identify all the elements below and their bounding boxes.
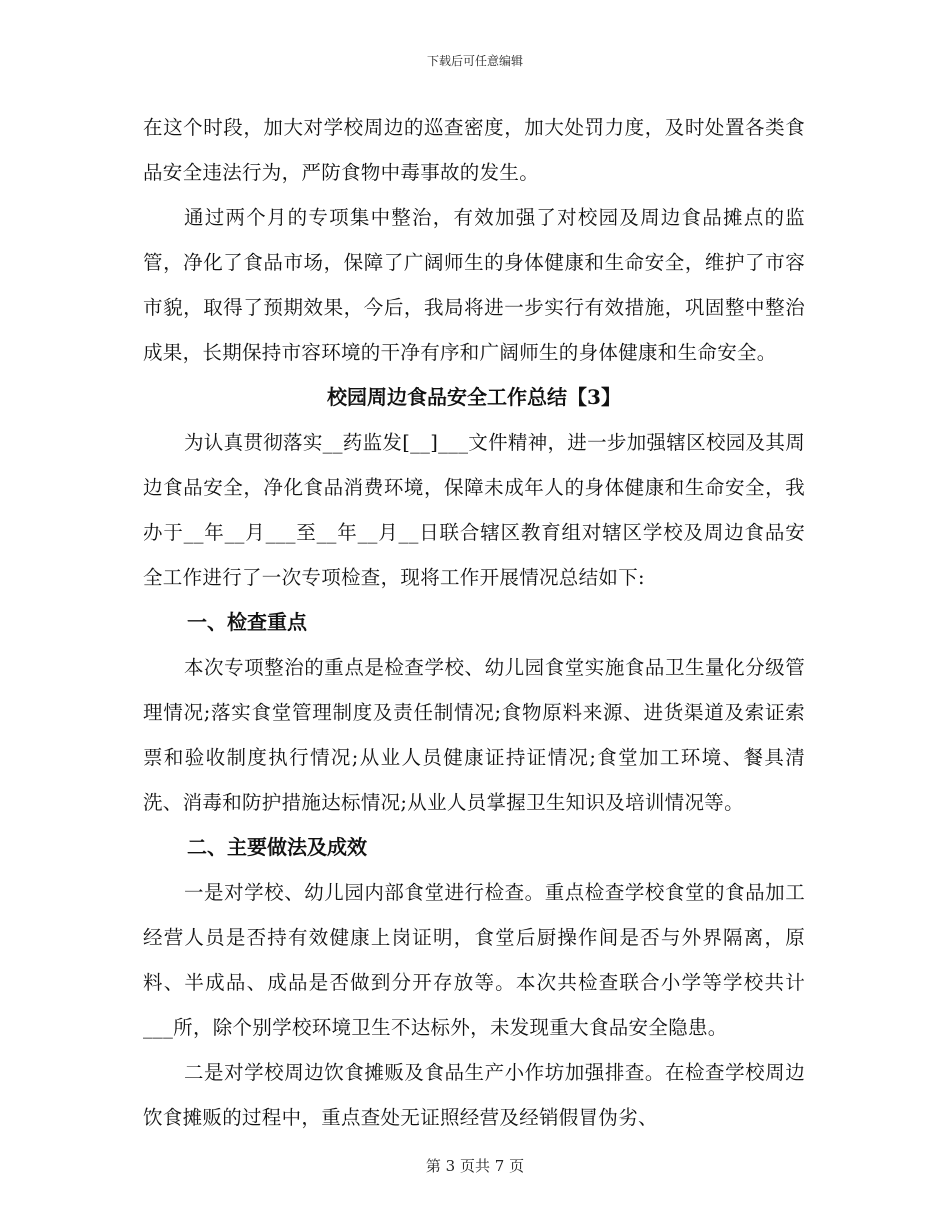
document-body [143, 105, 805, 1140]
paragraph-4: 本次专项整治的重点是检查学校、幼儿园食堂实施食品卫生量化分级管理情况;落实食堂管理制度及责任制情况;食物原料来源、进货渠道及索证索票和验收制度执行情况;从业人员健康证持证情况;食堂加工环境、餐具清洗、消毒和防护措施达标情况;从业人员掌握卫生知识及培训情况等。 [143, 656, 805, 814]
heading-main-practices: 二、主要做法及成效 [187, 835, 367, 859]
page-header-note: 下载后可任意编辑 [426, 54, 523, 68]
paragraph-5: 一是对学校、幼儿园内部食堂进行检查。重点检查学校食堂的食品加工经营人员是否持有效健康上岗证明，食堂后厨操作间是否与外界隔离，原料、半成品、成品是否做到分开存放等。本次共检查联合小学等学校共计___所，除个别学校环境卫生不达标外，未发现重大食品安全隐患。 [143, 881, 805, 1039]
heading-inspection-focus: 一、检查重点 [187, 610, 307, 634]
page-footer-number: 第 3 页共 7 页 [425, 1157, 525, 1175]
paragraph-6: 二是对学校周边饮食摊贩及食品生产小作坊加强排查。在检查学校周边饮食摊贩的过程中，重点查处无证照经营及经销假冒伪劣、 [143, 1061, 805, 1129]
paragraph-1: 在这个时段，加大对学校周边的巡查密度，加大处罚力度，及时处置各类食品安全违法行为，严防食物中毒事故的发生。 [143, 116, 805, 184]
paragraph-3: 为认真贯彻落实__药监发[__]___文件精神，进一步加强辖区校园及其周边食品安全，净化食品消费环境，保障未成年人的身体健康和生命安全，我办于__年__月___至__年__月__日联合辖区教育组对辖区学校及周边食品安全工作进行了一次专项检查，现将工作开展情况总结如下: [143, 431, 805, 589]
section-title: 校园周边食品安全工作总结【3】 [327, 385, 621, 409]
paragraph-2: 通过两个月的专项集中整治，有效加强了对校园及周边食品摊点的监管，净化了食品市场，保障了广阔师生的身体健康和生命安全，维护了市容市貌，取得了预期效果，今后，我局将进一步实行有效措施，巩固整中整治成果，长期保持市容环境的干净有序和广阔师生的身体健康和生命安全。 [143, 206, 805, 364]
